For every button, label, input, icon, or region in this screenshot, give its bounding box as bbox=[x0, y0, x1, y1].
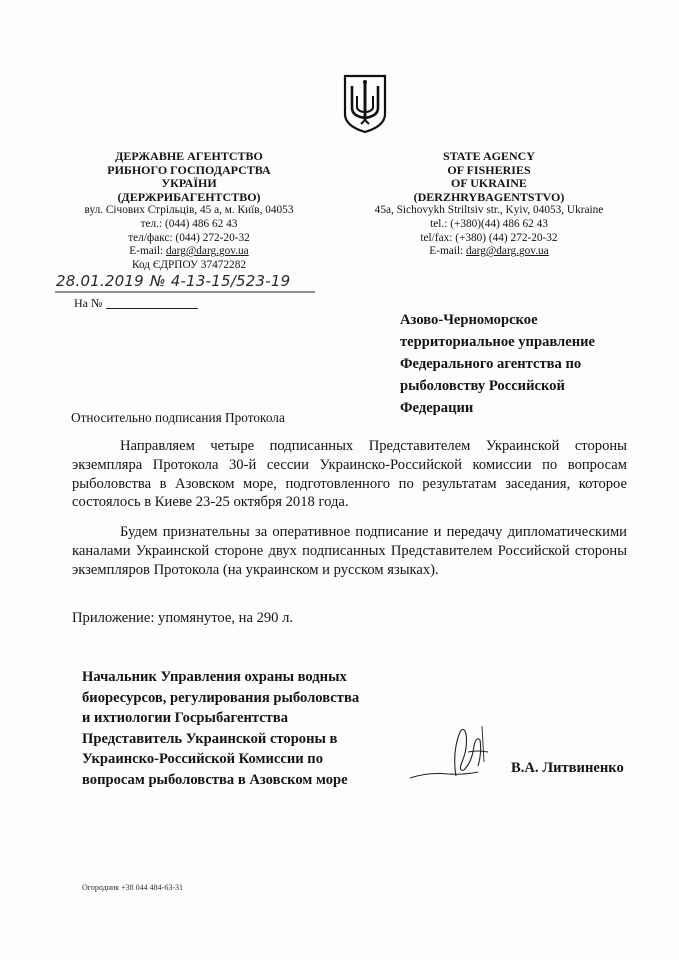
signatory-line: вопросам рыболовства в Азовском море bbox=[82, 771, 348, 788]
email-label: E-mail: bbox=[429, 245, 467, 258]
number-mark: № bbox=[150, 272, 166, 290]
subject-line: Относительно подписания Протокола bbox=[71, 410, 285, 425]
header-ukrainian bbox=[58, 150, 320, 272]
agency-tel: tel.: (+380)(44) 486 62 43 bbox=[430, 217, 548, 230]
agency-address: вул. Січових Стрільців, 45 а, м. Київ, 04053 bbox=[84, 204, 294, 217]
paragraph-text: Будем признательны за оперативное подписание и передачу дипломатическими каналами Украинской стороне двух подписанных Представителем Российской стороны экземпляров Протокола (на украинском и русском языках). bbox=[72, 524, 627, 578]
agency-email-line bbox=[58, 245, 320, 259]
handwritten-signature bbox=[408, 722, 503, 782]
addressee-line: Федерации bbox=[400, 400, 474, 416]
agency-abbr: (ДЕРЖРИБАГЕНТСТВО) bbox=[117, 189, 261, 204]
handwritten-number-value: 4-13-15/523-19 bbox=[170, 272, 291, 290]
agency-fax: тел/факс: (044) 272-20-32 bbox=[128, 231, 250, 244]
footer-contact: Огородник +38 044 484-63-31 bbox=[82, 883, 183, 892]
agency-name: ДЕРЖАВНЕ АГЕНТСТВО bbox=[115, 149, 263, 163]
body-paragraph-1 bbox=[72, 437, 627, 512]
agency-name-2: РИБНОГО ГОСПОДАРСТВА bbox=[107, 162, 271, 177]
handwritten-date: 28.01.2019 bbox=[56, 272, 144, 290]
signatory-line: биоресурсов, регулирования рыболовства bbox=[82, 689, 360, 706]
signatory-line: Украинско-Российской Комиссии по bbox=[82, 751, 324, 768]
signatory-line: и ихтиологии Госрыбагентства bbox=[82, 710, 289, 727]
email-link[interactable]: darg@darg.gov.ua bbox=[466, 245, 549, 258]
addressee-line: рыболовству Российской bbox=[400, 378, 565, 394]
agency-fax: tel/fax: (+380) (44) 272-20-32 bbox=[420, 231, 558, 244]
signer-name: В.А. Литвиненко bbox=[511, 760, 624, 776]
agency-country: УКРАЇНИ bbox=[161, 176, 217, 191]
reply-to-number bbox=[74, 296, 198, 311]
trident-emblem-icon bbox=[343, 74, 387, 134]
na-blank-line bbox=[106, 308, 198, 309]
agency-name-2: OF FISHERIES bbox=[447, 162, 531, 177]
agency-name: STATE AGENCY bbox=[443, 149, 535, 163]
email-link[interactable]: darg@darg.gov.ua bbox=[166, 245, 249, 258]
agency-abbr: (DERZHRYBAGENTSTVO) bbox=[413, 189, 565, 204]
addressee-line: территориальное управление bbox=[400, 334, 596, 350]
signatory-line: Начальник Управления охраны водных bbox=[82, 669, 347, 685]
signatory-title bbox=[82, 667, 382, 791]
addressee-line: Азово-Черноморское bbox=[400, 312, 538, 328]
agency-tel: тел.: (044) 486 62 43 bbox=[140, 217, 238, 230]
header-english bbox=[358, 150, 620, 259]
agency-edrpou: Код ЄДРПОУ 37472282 bbox=[131, 258, 246, 271]
handwritten-number bbox=[150, 272, 290, 290]
addressee bbox=[400, 309, 625, 419]
addressee-line: Федерального агентства по bbox=[400, 356, 582, 372]
agency-country: OF UKRAINE bbox=[451, 176, 527, 191]
body-paragraph-2 bbox=[72, 523, 627, 579]
agency-email-line bbox=[358, 245, 620, 259]
signatory-line: Представитель Украинской стороны в bbox=[82, 730, 338, 747]
na-label: На № bbox=[74, 296, 103, 310]
email-label: E-mail: bbox=[129, 245, 167, 258]
attachment-note: Приложение: упомянутое, на 290 л. bbox=[72, 610, 294, 626]
agency-address: 45a, Sichovykh Striltsiv str., Kyiv, 04053, Ukraine bbox=[374, 204, 604, 217]
paragraph-text: Направляем четыре подписанных Представителем Украинской стороны экземпляра Протокола 30-й сессии Украинско-Российской комиссии по вопросам рыболовства в Азовском море, подготовленного по результатам заседания, которое состоялось в Киеве 23-25 октября 2018 года. bbox=[72, 438, 627, 511]
reference-underline bbox=[55, 290, 315, 294]
